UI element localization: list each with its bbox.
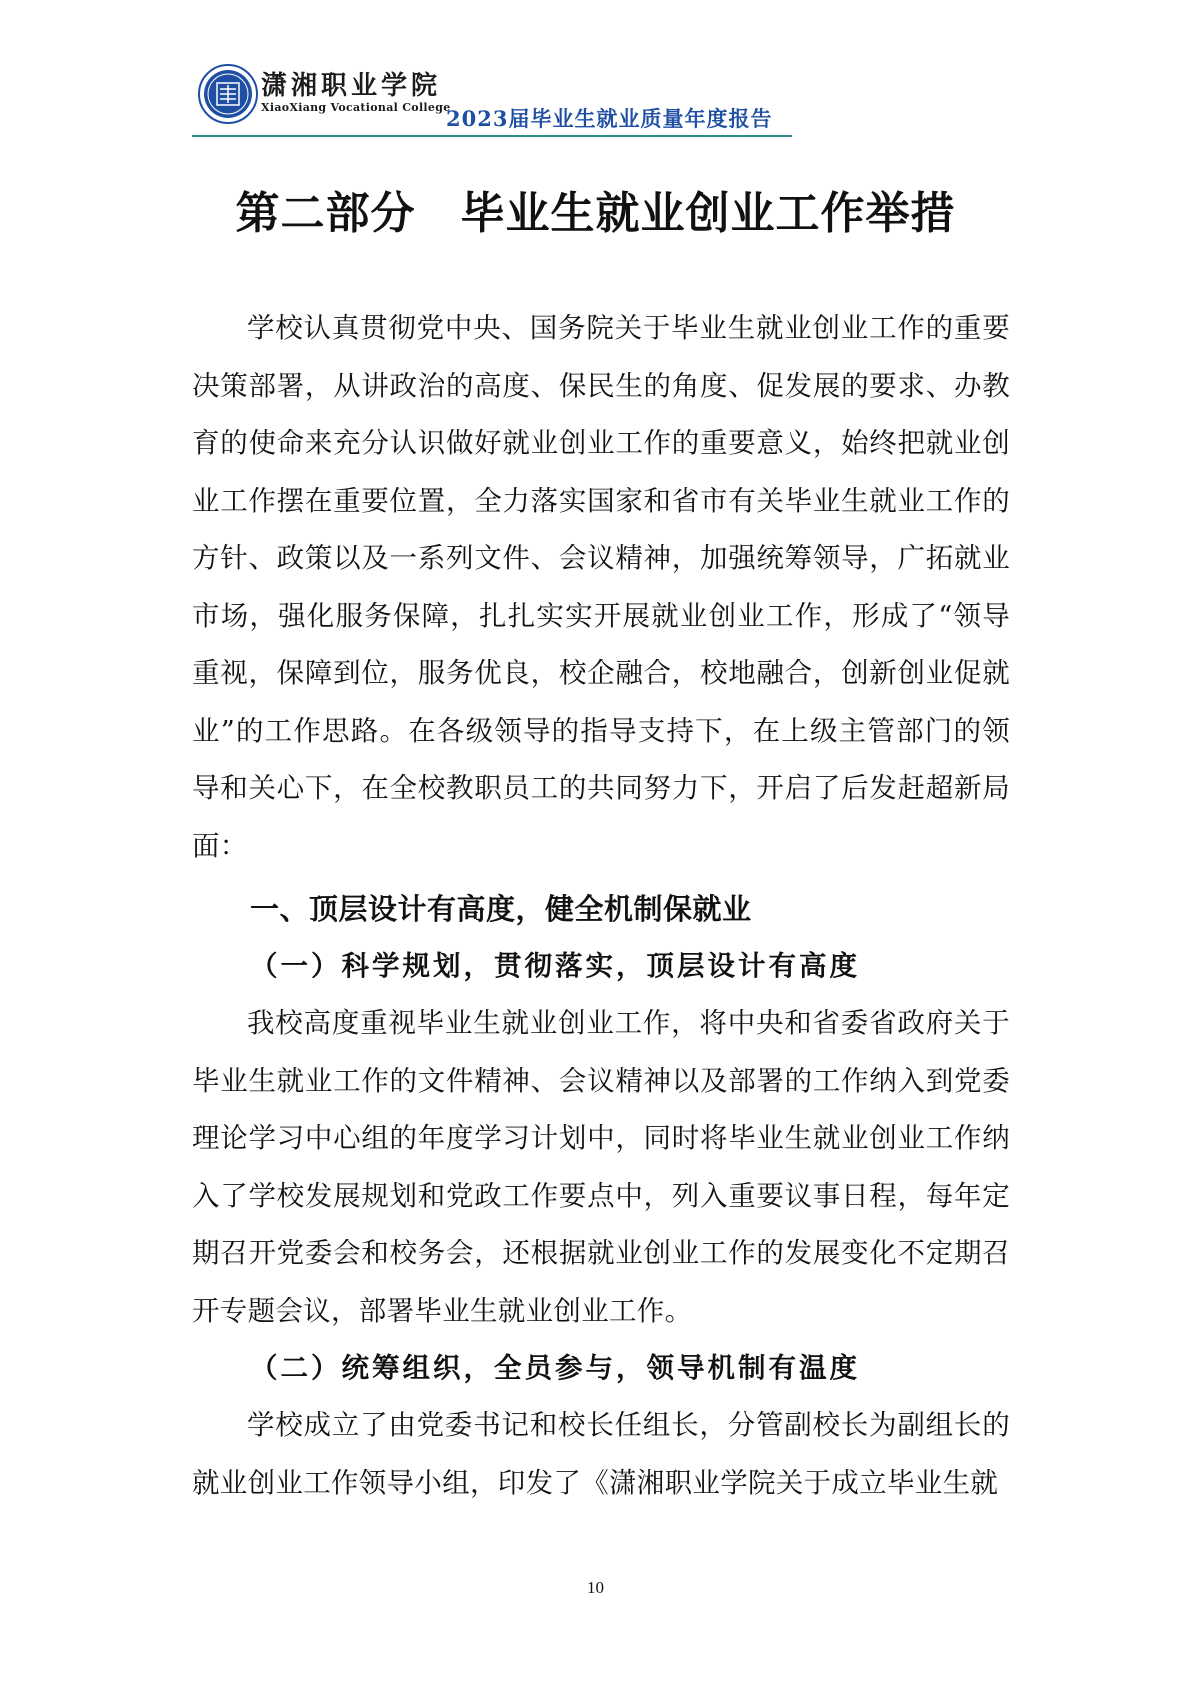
document-body (192, 300, 1010, 1512)
subsection-paragraph-2: 学校成立了由党委书记和校长任组长，分管副校长为副组长的就业创业工作领导小组，印发了《潇湘职业学院关于成立毕业生就 (192, 1409, 1010, 1499)
intro-paragraph: 学校认真贯彻党中央、国务院关于毕业生就业创业工作的重要决策部署，从讲政治的高度、保民生的角度、促发展的要求、办教育的使命来充分认识做好就业创业工作的重要意义，始终把就业创业工作摆在重要位置，全力落实国家和省市有关毕业生就业工作的方针、政策以及一系列文件、会议精神，加强统筹领导，广拓就业市场，强化服务保障，扎扎实实开展就业创业工作，形成了“领导重视，保障到位，服务优良，校企融合，校地融合，创新创业促就业”的工作思路。在各级领导的指导支持下，在上级主管部门的领导和关心下，在全校教职员工的共同努力下，开启了后发赶超新局面： (192, 312, 1010, 862)
page-header (192, 56, 792, 140)
page-title: 第二部分 毕业生就业创业工作举措 (235, 188, 956, 239)
college-logo-icon (198, 64, 258, 124)
page-number: 10 (587, 1578, 604, 1597)
college-name-en: XiaoXiang Vocational College (261, 101, 451, 114)
subsection-heading-2: （二）统筹组织，全员参与，领导机制有温度 (250, 1352, 860, 1384)
header-divider (192, 135, 792, 137)
college-name-cn: 潇湘职业学院 (261, 71, 442, 101)
subsection-paragraph-1: 我校高度重视毕业生就业创业工作，将中央和省委省政府关于毕业生就业工作的文件精神、会议精神以及部署的工作纳入到党委理论学习中心组的年度学习计划中，同时将毕业生就业创业工作纳入了学校发展规划和党政工作要点中，列入重要议事日程，每年定期召开党委会和校务会，还根据就业创业工作的发展变化不定期召开专题会议，部署毕业生就业创业工作。 (192, 1007, 1010, 1327)
subsection-heading-1: （一）科学规划，贯彻落实，顶层设计有高度 (250, 950, 860, 982)
report-title: 2023届毕业生就业质量年度报告 (446, 106, 773, 131)
section-heading: 一、顶层设计有高度，健全机制保就业 (250, 892, 752, 926)
